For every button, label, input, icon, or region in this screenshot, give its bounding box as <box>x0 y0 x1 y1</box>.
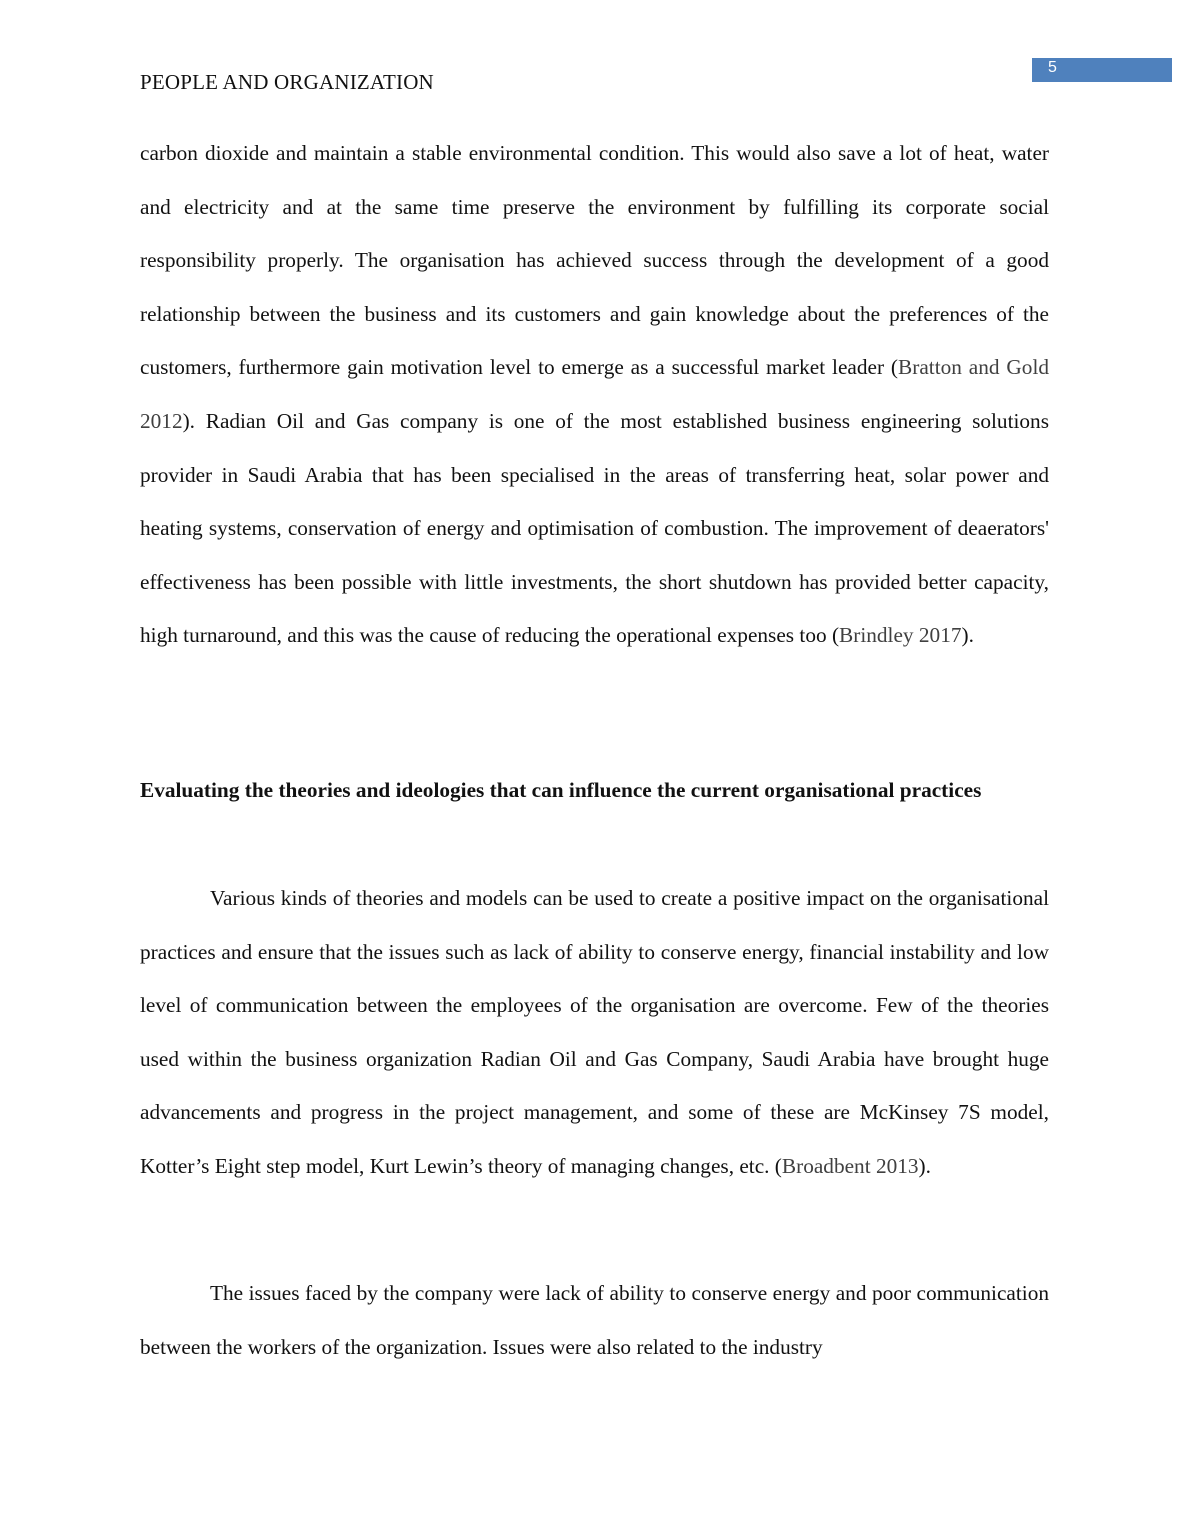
section-heading: Evaluating the theories and ideologies that can influence the current organisational practices <box>140 778 982 802</box>
paragraph-text: Various kinds of theories and models can be used to create a positive impact on the organisational practices and ensure that the issues such as lack of ability to conserve energy, financial instability and low level of communication between the employees of the organisation are overcome. Few of the theories used within the business organization Radian Oil and Gas Company, Saudi Arabia have brought huge advancements and progress in the project management, and some of these are McKinsey 7S model, Kotter’s Eight step model, Kurt Lewin’s theory of managing changes, etc. ( <box>140 886 1049 1178</box>
paragraph-text: ). <box>961 623 974 648</box>
paragraph-text: ). Radian Oil and Gas company is one of the most established business engineering solutions provider in Saudi Arabia that has been specialised in the areas of transferring heat, solar power and heating systems, conservation of energy and optimisation of combustion. The improvement of deaerators' effectiveness has been possible with little investments, the short shutdown has provided better capacity, high turnaround, and this was the cause of reducing the operational expenses too ( <box>140 408 1049 648</box>
citation: Bratton and Gold 2012 <box>140 355 1050 433</box>
page-number: 5 <box>1048 59 1057 76</box>
running-head: PEOPLE AND ORGANIZATION <box>140 70 434 94</box>
paragraph-text: carbon dioxide and maintain a stable environmental condition. This would also save a lot of heat, water and electricity and at the same time preserve the environment by fulfilling its corporate social responsibility properly. The organisation has achieved success through the development of a good relationship between the business and its customers and gain knowledge about the preferences of the customers, furthermore gain motivation level to emerge as a successful market leader ( <box>140 141 1049 380</box>
citation: Brindley 2017 <box>839 623 962 648</box>
citation: Broadbent 2013 <box>781 1153 919 1178</box>
page-number-bar <box>1032 58 1172 82</box>
paragraph-text: ). <box>918 1153 931 1178</box>
body-paragraph-1 <box>140 127 1049 663</box>
body-paragraph-3: The issues faced by the company were lack of ability to conserve energy and poor communication between the workers of the organization. Issues were also related to the industry <box>140 1281 1049 1359</box>
body-paragraph-2 <box>140 872 1049 1194</box>
